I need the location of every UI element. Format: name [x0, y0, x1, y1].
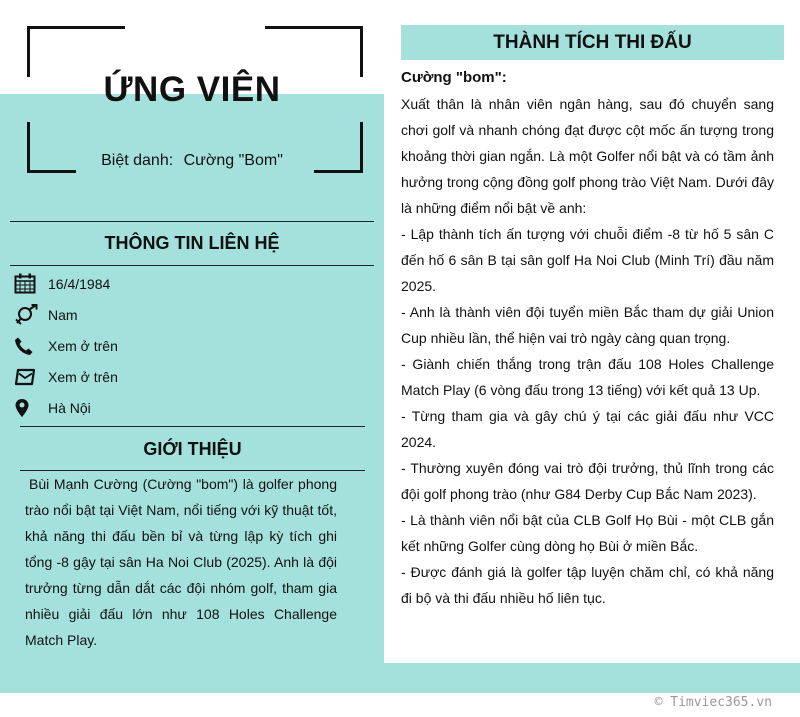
candidate-title: ỨNG VIÊN	[103, 70, 281, 109]
watermark: © Timviec365.vn	[654, 695, 772, 710]
achievement-item: - Được đánh giá là golfer tập luyện chăm chỉ, có khả năng đi bộ và thi đấu nhiều hố liên tục.	[401, 564, 774, 606]
location-pin-icon	[14, 397, 40, 419]
achievements-body	[401, 65, 774, 611]
birthdate-text: 16/4/1984	[48, 275, 111, 292]
gender-text: Nam	[48, 306, 78, 323]
nickname-label: Biệt danh:	[101, 152, 174, 169]
contact-list	[14, 268, 118, 423]
contact-item-birthdate	[14, 268, 118, 299]
achievement-item: - Thường xuyên đóng vai trò đội trưởng, thủ lĩnh trong các đội golf phong trào (như G84 Derby Cup Bắc Nam 2023).	[401, 460, 774, 502]
contact-item-location	[14, 392, 118, 423]
location-text: Hà Nội	[48, 399, 91, 416]
nickname-value: Cường "Bom"	[183, 152, 283, 169]
achievement-item: - Lập thành tích ấn tượng với chuỗi điểm -8 từ hố 5 sân C đến hố 6 sân B tại sân golf Ha Noi Club (Minh Trí) đầu năm 2025.	[401, 226, 774, 294]
contact-heading: THÔNG TIN LIÊN HỆ	[10, 221, 374, 266]
email-text: Xem ở trên	[48, 368, 118, 385]
about-heading: GIỚI THIỆU	[20, 426, 365, 471]
achievement-item: - Từng tham gia và gây chú ý tại các giải đấu như VCC 2024.	[401, 408, 774, 450]
email-icon	[14, 366, 40, 388]
calendar-icon	[14, 273, 40, 295]
bottom-band	[384, 663, 800, 693]
achievement-item: - Anh là thành viên đội tuyển miền Bắc tham dự giải Union Cup nhiều lần, thể hiện vai trò ngày càng quan trọng.	[401, 304, 774, 346]
phone-icon	[14, 335, 40, 357]
gender-icon	[14, 304, 40, 326]
contact-item-phone	[14, 330, 118, 361]
contact-item-gender	[14, 299, 118, 330]
phone-text: Xem ở trên	[48, 337, 118, 354]
achievement-paragraph: Xuất thân là nhân viên ngân hàng, sau đó chuyển sang chơi golf và nhanh chóng đạt được cột mốc ấn tượng trong khoảng thời gian ngắn. Là một Golfer nổi bật và có tầm ảnh hưởng trong cộng đồng golf phong trào Việt Nam. Dưới đây là những điểm nổi bật về anh:	[401, 96, 774, 216]
achievement-item: - Giành chiến thắng trong trận đấu 108 Holes Challenge Match Play (6 vòng đấu trong 13 tiếng) với kết quả 13 Up.	[401, 356, 774, 398]
achievements-heading: THÀNH TÍCH THI ĐẤU	[401, 25, 784, 60]
achievements-subheading: Cường "bom":	[401, 69, 507, 86]
achievement-item: - Là thành viên nổi bật của CLB Golf Họ Bùi - một CLB gắn kết những Golfer cùng dòng họ Bùi ở miền Bắc.	[401, 512, 774, 554]
about-paragraph: Bùi Mạnh Cường (Cường "bom") là golfer phong trào nổi bật tại Việt Nam, nổi tiếng với kỹ thuật tốt, khả năng thi đấu bền bỉ và từng lập kỳ tích ghi tổng -8 gậy tại sân Ha Noi Club (2025). Anh là đội trưởng từng dẫn dắt các đội nhóm golf, tham gia nhiều giải đấu lớn như 108 Holes Challenge Match Play.	[25, 476, 337, 648]
contact-item-email	[14, 361, 118, 392]
nickname-line	[0, 152, 384, 170]
